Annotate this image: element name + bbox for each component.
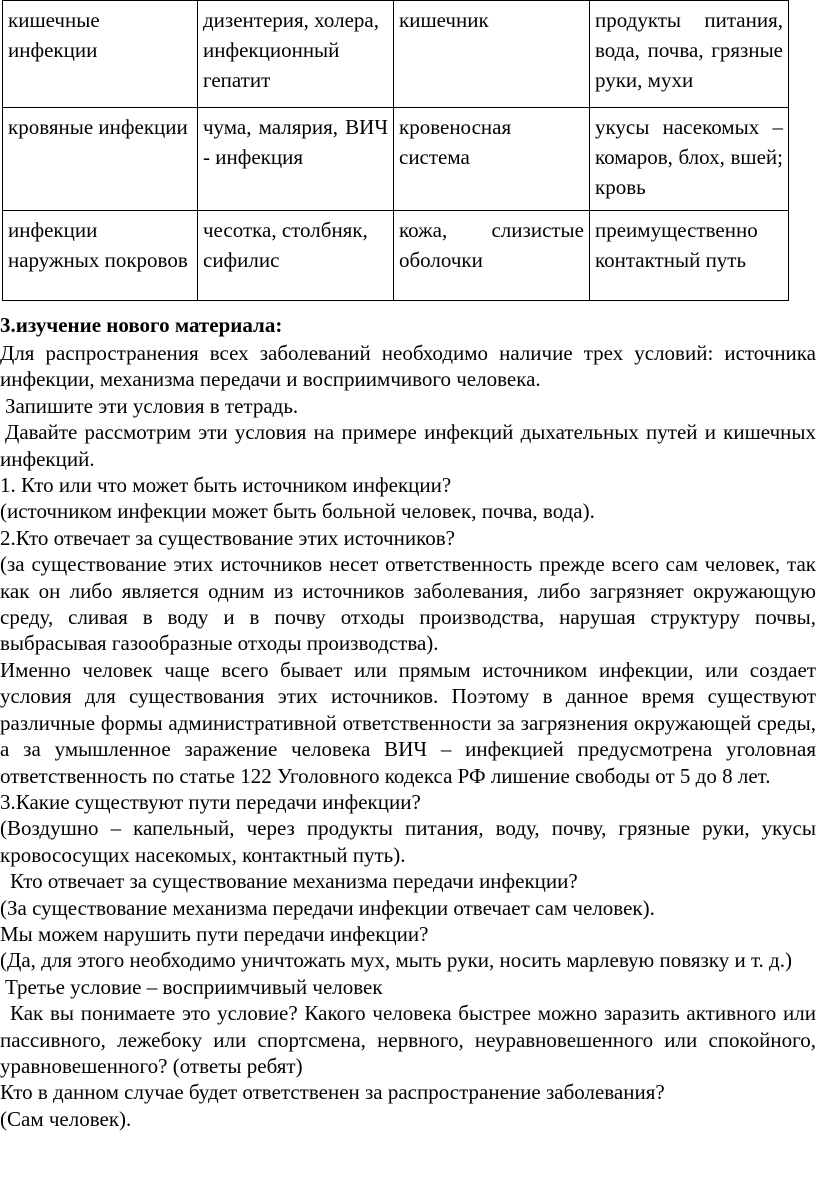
paragraph: (источником инфекции может быть больной человек, почва, вода). [0,499,595,524]
paragraph: Кто отвечает за существование механизма передачи инфекции? [10,869,578,894]
table-row [3,108,789,211]
table-cell: кровеносная система [394,108,590,211]
table-cell: чесотка, столбняк, сифилис [198,211,394,301]
table-row [3,1,789,108]
table-cell: кровяные инфекции [3,108,198,211]
table-cell: кожа, слизистые оболочки [394,211,590,301]
paragraph: Для распространения всех заболеваний необходимо наличие трех условий: источника инфекции, механизма передачи и восприимчивого человека. [0,341,816,392]
lesson-text [0,310,816,1132]
paragraph: Мы можем нарушить пути передачи инфекции? [0,921,429,946]
paragraph: Третье условие – восприимчивый человек [5,974,383,999]
section-heading: 3.изучение нового материала: [0,313,283,337]
table-cell: преимущественно контактный путь [590,211,789,301]
paragraph: Как вы понимаете это условие? Какого человека быстрее можно заразить активного или пассивного, лежебоку или спортсмена, нервного, неуравновешенного или спокойного, уравновешенного? (ответы ребят) [0,1001,816,1078]
paragraph: 2.Кто отвечает за существование этих источников? [0,525,455,550]
paragraph: Именно человек чаще всего бывает или прямым источником инфекции, или создает условия для существования этих источников. Поэтому в данное время существуют различные формы административной ответственности за загрязнения окружающей среды, а за умышленное заражение человека ВИЧ – инфекцией предусмотрена уголовная ответственность по статье 122 Уголовного кодекса РФ лишение свободы от 5 до 8 лет. [0,657,816,788]
table-cell: продукты питания, вода, почва, грязные руки, мухи [590,1,789,108]
paragraph: (Да, для этого необходимо уничтожать мух, мыть руки, носить марлевую повязку и т. д.) [0,948,792,973]
table-cell: дизентерия, холера, инфекционный гепатит [198,1,394,108]
paragraph: Кто в данном случае будет ответственен за распространение заболевания? [0,1080,665,1105]
infections-table [2,0,789,301]
paragraph: (Сам человек). [0,1106,132,1131]
table-cell: инфекции наружных покровов [3,211,198,301]
table-cell: кишечник [394,1,590,108]
paragraph: Давайте рассмотрим эти условия на примере инфекций дыхательных путей и кишечных инфекций. [0,420,816,471]
table-cell: чума, малярия, ВИЧ - инфекция [198,108,394,211]
paragraph: Запишите эти условия в тетрадь. [5,393,299,418]
table-cell: кишечные инфекции [3,1,198,108]
paragraph: (за существование этих источников несет ответственность прежде всего сам человек, так как он либо является одним из источников заболевания, либо загрязняет окружающую среду, сливая в воду и в почву отходы производства, нарушая структуру почвы, выбрасывая газообразные отходы производства). [0,552,816,656]
paragraph: 1. Кто или что может быть источником инфекции? [0,473,452,498]
paragraph: 3.Какие существуют пути передачи инфекции? [0,789,421,814]
table-cell: укусы насекомых – комаров, блох, вшей; кровь [590,108,789,211]
table-row [3,211,789,301]
paragraph: (За существование механизма передачи инфекции отвечает сам человек). [0,895,655,920]
paragraph: (Воздушно – капельный, через продукты питания, воду, почву, грязные руки, укусы кровососущих насекомых, контактный путь). [0,816,816,867]
